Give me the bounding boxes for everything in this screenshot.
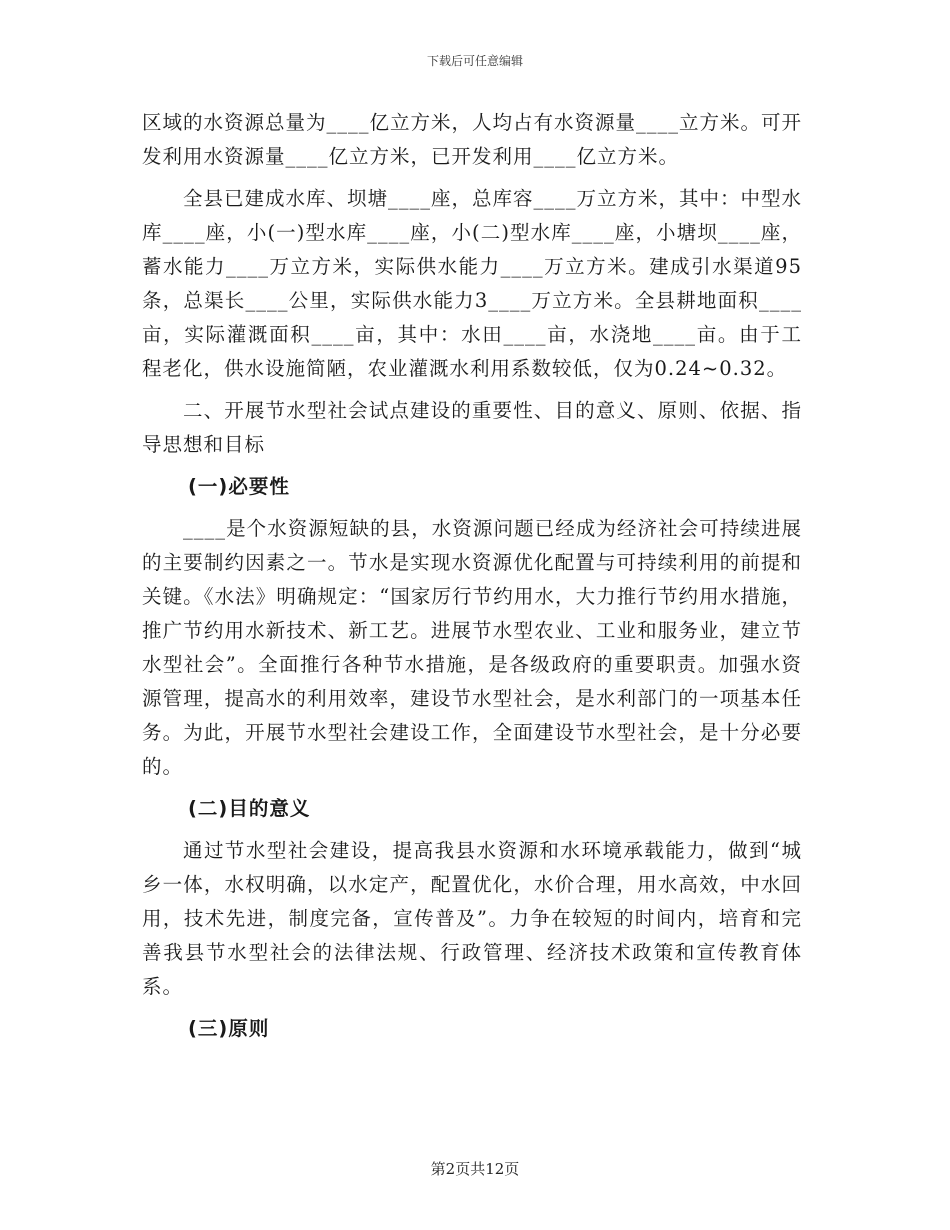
subheading-necessity: (一)必要性 bbox=[188, 475, 290, 498]
page-header: 下载后可任意编辑 bbox=[426, 54, 523, 68]
paragraph-purpose: 通过节水型社会建设，提高我县水资源和水环境承载能力，做到“城乡一体，水权明确，以水定产，配置优化，水价合理，用水高效，中水回用，技术先进，制度完备，宣传普及”。力争在较短的时间内，培育和完善我县节水型社会的法律法规、行政管理、经济技术政策和宣传教育体系。 bbox=[142, 839, 802, 998]
document-body bbox=[142, 106, 802, 1046]
paragraph-necessity: ____是个水资源短缺的县，水资源问题已经成为经济社会可持续进展的主要制约因素之一。节水是实现水资源优化配置与可持续利用的前提和关键。《水法》明确规定：“国家厉行节约用水，大力推行节约用水措施，推广节约用水新技术、新工艺。进展节水型农业、工业和服务业，建立节水型社会”。全面推行各种节水措施，是各级政府的重要职责。加强水资源管理，提高水的利用效率，建设节水型社会，是水利部门的一项基本任务。为此，开展节水型社会建设工作，全面建设节水型社会，是十分必要的。 bbox=[142, 517, 802, 778]
paragraph-water-resources: 区域的水资源总量为____亿立方米，人均占有水资源量____立方米。可开发利用水资源量____亿立方米，已开发利用____亿立方米。 bbox=[142, 111, 803, 168]
section-heading-2: 二、开展节水型社会试点建设的重要性、目的意义、原则、依据、指导思想和目标 bbox=[142, 399, 802, 456]
subheading-purpose: (二)目的意义 bbox=[188, 797, 311, 820]
subheading-principles: (三)原则 bbox=[188, 1017, 270, 1040]
paragraph-reservoirs: 全县已建成水库、坝塘____座，总库容____万立方米，其中：中型水库____座，小(一)型水库____座，小(二)型水库____座，小塘坝____座，蓄水能力____万立方米，实际供水能力____万立方米。建成引水渠道95条，总渠长____公里，实际供水能力3____万立方米。全县耕地面积____亩，实际灌溉面积____亩，其中：水田____亩，水浇地____亩。由于工程老化，供水设施简陋，农业灌溉水利用系数较低，仅为0.24~0.32。 bbox=[142, 187, 803, 380]
page-number: 第2页共12页 bbox=[430, 1160, 520, 1178]
